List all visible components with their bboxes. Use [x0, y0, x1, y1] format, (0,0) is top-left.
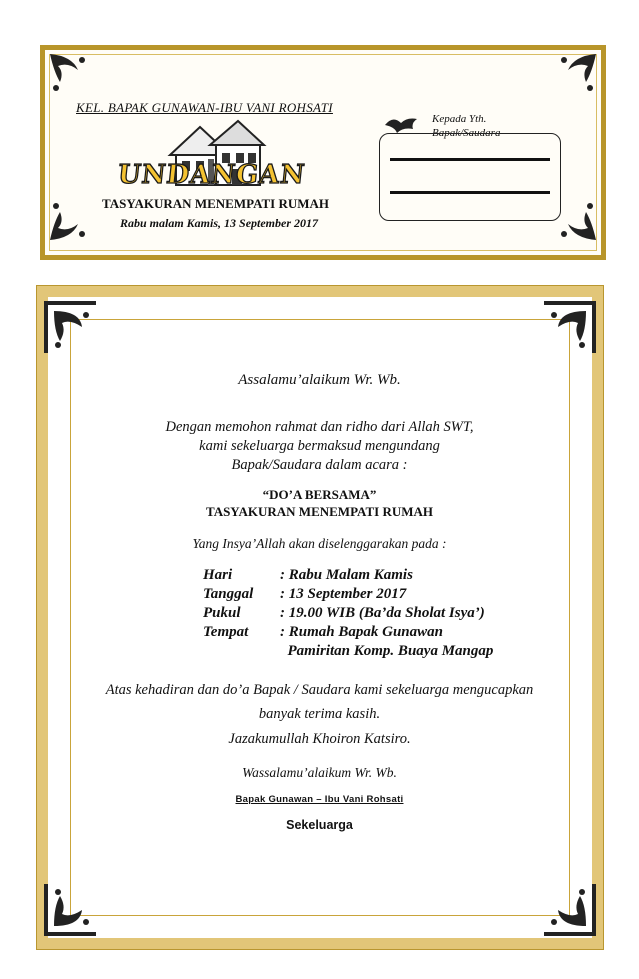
- corner-ornament-icon: [540, 297, 600, 357]
- signer-names: Bapak Gunawan – Ibu Vani Rohsati: [235, 794, 404, 805]
- intro-line: Dengan memohon rahmat dan ridho dari Allah SWT,: [165, 419, 474, 435]
- greeting: Assalamu’alaikum Wr. Wb.: [238, 372, 401, 388]
- detail-value: : Rumah Bapak Gunawan: [280, 624, 443, 640]
- event-title-doa: “DO’A BERSAMA”: [262, 487, 377, 502]
- detail-value: Pamiritan Komp. Buaya Mangap: [280, 643, 494, 659]
- envelope-family-name: KEL. BAPAK GUNAWAN-IBU VANI ROHSATI: [76, 100, 333, 115]
- envelope-event-date: Rabu malam Kamis, 13 September 2017: [120, 216, 319, 230]
- recipient-label-line1: Kepada Yth.: [432, 113, 487, 125]
- event-details: [203, 566, 493, 661]
- closing-line-3: Jazakumullah Khoiron Katsiro.: [228, 731, 411, 747]
- detail-row-tanggal: [203, 585, 493, 604]
- detail-value: : 13 September 2017: [280, 586, 407, 602]
- detail-label: [203, 642, 280, 661]
- detail-label: Hari: [203, 567, 233, 583]
- corner-ornament-icon: [40, 297, 100, 357]
- signer-family: Sekeluarga: [286, 818, 353, 832]
- corner-ornament-icon: [48, 52, 96, 100]
- closing-line-2: banyak terima kasih.: [258, 706, 381, 722]
- detail-label: Tanggal: [203, 586, 254, 602]
- schedule-intro: Yang Insya’Allah akan diselenggarakan pada :: [192, 536, 447, 551]
- envelope-event-title: TASYAKURAN MENEMPATI RUMAH: [102, 196, 330, 211]
- detail-row-hari: [203, 566, 493, 585]
- event-title-tasyakuran: TASYAKURAN MENEMPATI RUMAH: [205, 504, 434, 519]
- corner-ornament-icon: [48, 194, 96, 242]
- detail-label: Pukul: [203, 605, 241, 621]
- address-line: [390, 191, 550, 194]
- bird-icon: [383, 113, 423, 135]
- intro-paragraph: [0, 418, 639, 475]
- closing-line-1: Atas kehadiran dan do’a Bapak / Saudara kami sekeluarga mengucapkan: [105, 682, 534, 698]
- corner-ornament-icon: [40, 880, 100, 940]
- detail-row-tempat: [203, 623, 493, 642]
- corner-ornament-icon: [550, 52, 598, 100]
- address-box: [379, 133, 561, 221]
- detail-value: : 19.00 WIB (Ba’da Sholat Isya’): [280, 605, 485, 621]
- intro-line: kami sekeluarga bermaksud mengundang: [199, 438, 440, 454]
- detail-value: : Rabu Malam Kamis: [280, 567, 413, 583]
- detail-row-address: [203, 642, 493, 661]
- intro-line: Bapak/Saudara dalam acara :: [231, 457, 408, 473]
- corner-ornament-icon: [540, 880, 600, 940]
- detail-label: Tempat: [203, 624, 249, 640]
- undangan-logo: UNDANGAN: [116, 160, 307, 190]
- detail-row-pukul: [203, 604, 493, 623]
- recipient-label-line2: Bapak/Saudara: [432, 127, 501, 139]
- farewell: Wassalamu’alaikum Wr. Wb.: [242, 765, 397, 780]
- address-line: [390, 158, 550, 161]
